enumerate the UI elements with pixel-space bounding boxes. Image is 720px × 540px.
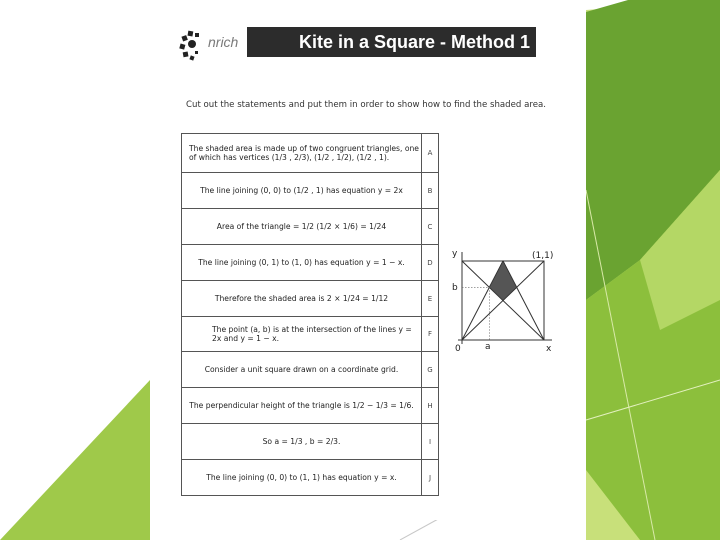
statement-row — [182, 209, 439, 245]
statements-table — [181, 133, 439, 496]
statement-letter: A — [422, 134, 439, 173]
statement-letter: D — [422, 245, 439, 281]
statement-letter: J — [422, 460, 439, 496]
statement-letter: B — [422, 173, 439, 209]
statement-text: The line joining (0, 0) to (1/2 , 1) has equation y = 2x — [182, 173, 422, 209]
left-green-triangle — [0, 380, 150, 540]
statement-text: The point (a, b) is at the intersection of the lines y = 2x and y = 1 − x. — [182, 317, 422, 352]
statement-text: The line joining (0, 0) to (1, 1) has equation y = x. — [182, 460, 422, 496]
a-label: a — [485, 342, 491, 352]
statement-letter: F — [422, 317, 439, 352]
statement-text: Area of the triangle = 1/2 (1/2 × 1/6) = 1/24 — [182, 209, 422, 245]
statement-row — [182, 173, 439, 209]
statement-row — [182, 352, 439, 388]
bottom-accent-line — [400, 518, 440, 540]
statement-letter: G — [422, 352, 439, 388]
b-label: b — [452, 283, 458, 293]
statement-text: The perpendicular height of the triangle is 1/2 − 1/3 = 1/6. — [182, 388, 422, 424]
statement-letter: H — [422, 388, 439, 424]
nrich-logo-text: nrich — [208, 34, 239, 50]
corner-label: (1,1) — [532, 251, 554, 261]
statement-text: The shaded area is made up of two congruent triangles, one of which has vertices (1/3 , 2/3), (1/2 , 1/2), (1/2 , 1). — [182, 134, 422, 173]
page-title: Kite in a Square - Method 1 — [247, 27, 536, 57]
statement-row — [182, 245, 439, 281]
statement-row — [182, 460, 439, 496]
statement-row — [182, 424, 439, 460]
statement-letter: C — [422, 209, 439, 245]
statement-text: Therefore the shaded area is 2 × 1/24 = 1/12 — [182, 281, 422, 317]
nrich-logo-icon — [178, 26, 206, 66]
statement-row — [182, 317, 439, 352]
origin-label: 0 — [455, 344, 461, 354]
instruction-text: Cut out the statements and put them in order to show how to find the shaded area. — [186, 100, 546, 110]
shaded-kite — [489, 261, 516, 301]
statement-letter: E — [422, 281, 439, 317]
statement-text: Consider a unit square drawn on a coordinate grid. — [182, 352, 422, 388]
y-axis-label: y — [452, 249, 458, 259]
statement-row — [182, 388, 439, 424]
statement-row — [182, 281, 439, 317]
statement-row — [182, 134, 439, 173]
kite-diagram — [446, 244, 564, 360]
statement-letter: I — [422, 424, 439, 460]
statement-text: So a = 1/3 , b = 2/3. — [182, 424, 422, 460]
statement-text: The line joining (0, 1) to (1, 0) has equation y = 1 − x. — [182, 245, 422, 281]
x-axis-label: x — [546, 344, 552, 354]
